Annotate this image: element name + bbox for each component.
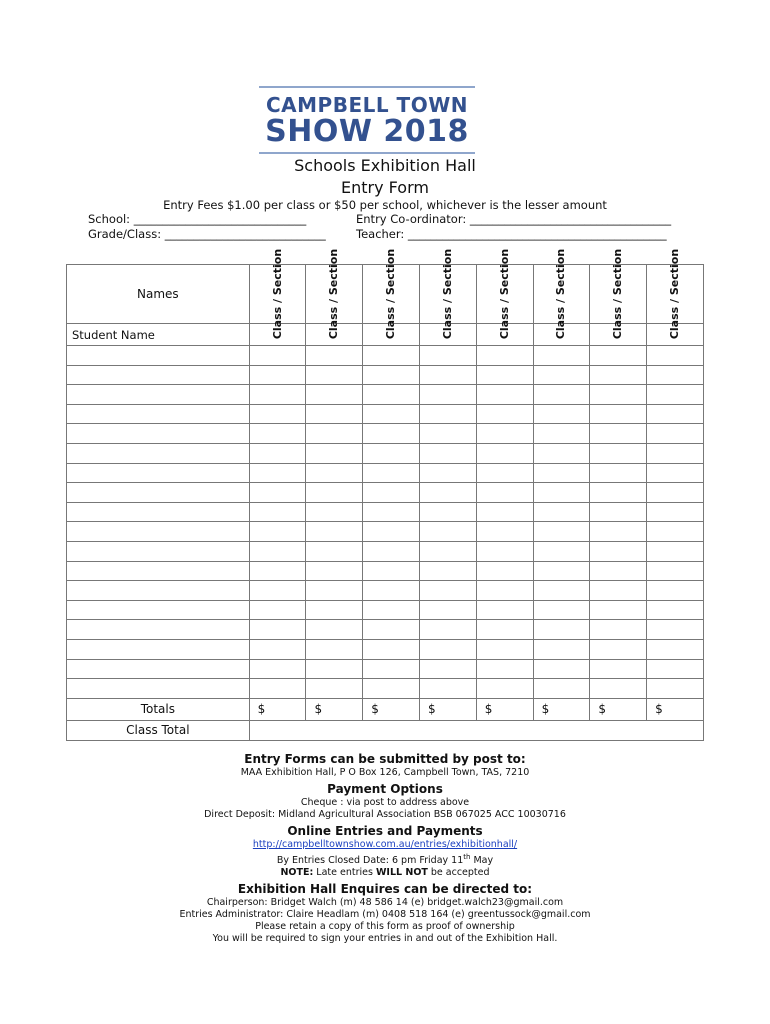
note-mid: Late entries: [313, 867, 376, 879]
entry-cell[interactable]: [363, 424, 420, 444]
entry-cell[interactable]: [306, 561, 363, 581]
entry-cell[interactable]: [363, 561, 420, 581]
entry-cell[interactable]: [306, 483, 363, 503]
entry-cell[interactable]: [647, 581, 704, 601]
entry-cell[interactable]: [306, 639, 363, 659]
entry-fees-text: Entry Fees $1.00 per class or $50 per school, whichever is the lesser amount: [163, 198, 607, 212]
entry-cell[interactable]: [420, 522, 477, 542]
totals-row: [67, 698, 704, 720]
entry-cell[interactable]: [533, 365, 590, 385]
closing-date: [0, 851, 770, 867]
entry-cell[interactable]: [590, 600, 647, 620]
post-address: MAA Exhibition Hall, P O Box 126, Campbell Town, TAS, 7210: [240, 767, 530, 778]
entry-cell[interactable]: [533, 620, 590, 640]
entry-cell[interactable]: [590, 659, 647, 679]
entry-cell[interactable]: [363, 659, 420, 679]
class-section-header: [590, 248, 647, 340]
entry-cell[interactable]: [249, 561, 306, 581]
entry-cell[interactable]: [363, 679, 420, 699]
entry-cell[interactable]: [590, 581, 647, 601]
entry-cell[interactable]: [420, 620, 477, 640]
entry-cell[interactable]: [533, 424, 590, 444]
entry-cell[interactable]: [533, 522, 590, 542]
table-row: [67, 463, 704, 483]
entry-cell[interactable]: [306, 679, 363, 699]
entry-cell[interactable]: [647, 561, 704, 581]
entry-cell[interactable]: [306, 522, 363, 542]
closing-sup: th: [463, 853, 471, 861]
entry-cell[interactable]: [363, 385, 420, 405]
entry-cell[interactable]: [306, 404, 363, 424]
table-row: [67, 346, 704, 366]
entry-cell[interactable]: [647, 600, 704, 620]
entry-cell[interactable]: [533, 600, 590, 620]
online-heading: Online Entries and Payments: [287, 824, 483, 838]
table-row: [67, 443, 704, 463]
post-heading: Entry Forms can be submitted by post to:: [244, 752, 526, 766]
table-row: [67, 600, 704, 620]
logo-bottom-rule: [259, 152, 475, 154]
enquiry-heading: Exhibition Hall Enquires can be directed to:: [237, 882, 533, 897]
entry-cell[interactable]: [420, 600, 477, 620]
entry-cell[interactable]: [306, 365, 363, 385]
entry-cell[interactable]: [249, 365, 306, 385]
total-amount-cell[interactable]: $: [590, 698, 647, 720]
student-name-cell[interactable]: [67, 346, 250, 366]
logo-line2: SHOW 2018: [265, 114, 469, 149]
teacher-field[interactable]: Teacher: _____________________________________________: [356, 227, 667, 241]
entry-cell[interactable]: [533, 463, 590, 483]
entry-cell[interactable]: [476, 522, 533, 542]
table-row: [67, 561, 704, 581]
entry-cell[interactable]: [590, 404, 647, 424]
entry-cell[interactable]: [363, 346, 420, 366]
entry-cell[interactable]: [647, 365, 704, 385]
class-total-label: Class Total: [67, 720, 250, 740]
entry-cell[interactable]: [420, 424, 477, 444]
student-name-cell[interactable]: [67, 639, 250, 659]
entry-cell[interactable]: [420, 463, 477, 483]
entry-cell[interactable]: [363, 443, 420, 463]
class-section-header: [533, 248, 590, 340]
class-section-header: [647, 248, 704, 340]
class-section-label: Class / Section: [327, 248, 341, 340]
table-row: [67, 404, 704, 424]
table-row: [67, 581, 704, 601]
student-name-cell[interactable]: [67, 463, 250, 483]
entry-cell[interactable]: [363, 522, 420, 542]
entry-cell[interactable]: [249, 463, 306, 483]
entry-cell[interactable]: [647, 463, 704, 483]
entry-cell[interactable]: [363, 483, 420, 503]
entry-cell[interactable]: [306, 443, 363, 463]
entry-cell[interactable]: [476, 483, 533, 503]
class-section-label: Class / Section: [668, 248, 682, 340]
class-total-row: [67, 720, 704, 740]
entry-cell[interactable]: [420, 365, 477, 385]
entry-cell[interactable]: [647, 620, 704, 640]
student-name-label: Student Name: [67, 324, 250, 346]
entry-cell[interactable]: [363, 600, 420, 620]
entry-cell[interactable]: [363, 541, 420, 561]
entry-cell[interactable]: [306, 385, 363, 405]
entry-cell[interactable]: [590, 346, 647, 366]
student-name-cell[interactable]: [67, 385, 250, 405]
table-row: [67, 541, 704, 561]
entry-cell[interactable]: [420, 404, 477, 424]
entry-cell[interactable]: [533, 346, 590, 366]
logo-top-rule: [259, 86, 475, 88]
student-name-cell[interactable]: [67, 365, 250, 385]
entry-cell[interactable]: [420, 385, 477, 405]
table-row: [67, 620, 704, 640]
note-bold: WILL NOT: [375, 867, 428, 879]
entry-cell[interactable]: [420, 679, 477, 699]
entry-cell[interactable]: [590, 639, 647, 659]
entry-cell[interactable]: [476, 365, 533, 385]
entry-cell[interactable]: [476, 679, 533, 699]
entry-cell[interactable]: [420, 659, 477, 679]
entry-cell[interactable]: [647, 483, 704, 503]
student-name-cell[interactable]: [67, 424, 250, 444]
student-name-cell[interactable]: [67, 581, 250, 601]
entry-cell[interactable]: [590, 385, 647, 405]
entry-cell[interactable]: [476, 385, 533, 405]
entry-cell[interactable]: [249, 522, 306, 542]
entry-cell[interactable]: [249, 679, 306, 699]
total-amount-cell[interactable]: $: [363, 698, 420, 720]
entry-cell[interactable]: [306, 463, 363, 483]
payment-heading: Payment Options: [327, 782, 443, 796]
sign-text: You will be required to sign your entries in and out of the Exhibition Hall.: [212, 933, 558, 945]
entry-cell[interactable]: [363, 581, 420, 601]
entry-cell[interactable]: [249, 346, 306, 366]
entry-cell[interactable]: [363, 502, 420, 522]
entry-cell[interactable]: [476, 346, 533, 366]
class-section-header: [306, 248, 363, 340]
entry-cell[interactable]: [476, 561, 533, 581]
entry-cell[interactable]: [647, 502, 704, 522]
class-section-header: [249, 248, 306, 340]
entry-cell[interactable]: [533, 404, 590, 424]
entry-cell[interactable]: [476, 404, 533, 424]
entry-cell[interactable]: [249, 483, 306, 503]
entry-cell[interactable]: [420, 561, 477, 581]
table-row: [67, 385, 704, 405]
closing-prefix: By Entries Closed Date: 6 pm Friday 11: [276, 855, 464, 867]
entry-cell[interactable]: [420, 483, 477, 503]
page-subtitle: Entry Form: [341, 178, 429, 197]
student-name-cell[interactable]: [67, 404, 250, 424]
entry-cell[interactable]: [306, 659, 363, 679]
entry-cell[interactable]: [363, 404, 420, 424]
logo-line1: CAMPBELL TOWN: [265, 93, 469, 117]
entry-cell[interactable]: [590, 365, 647, 385]
entry-cell[interactable]: [533, 541, 590, 561]
entry-cell[interactable]: [420, 443, 477, 463]
entry-cell[interactable]: [476, 443, 533, 463]
table-row: [67, 365, 704, 385]
entry-cell[interactable]: [533, 443, 590, 463]
names-header: Names: [67, 265, 250, 324]
class-section-label: Class / Section: [611, 248, 625, 340]
entry-cell[interactable]: [590, 424, 647, 444]
entry-cell[interactable]: [306, 600, 363, 620]
entry-cell[interactable]: [306, 620, 363, 640]
entry-cell[interactable]: [476, 600, 533, 620]
entry-cell[interactable]: [476, 659, 533, 679]
class-section-header: [363, 248, 420, 340]
student-name-cell[interactable]: [67, 522, 250, 542]
entry-cell[interactable]: [533, 581, 590, 601]
student-name-cell[interactable]: [67, 679, 250, 699]
total-amount-cell[interactable]: $: [647, 698, 704, 720]
entry-cell[interactable]: [306, 346, 363, 366]
entry-cell[interactable]: [420, 346, 477, 366]
total-amount-cell[interactable]: $: [420, 698, 477, 720]
total-amount-cell[interactable]: $: [533, 698, 590, 720]
entry-cell[interactable]: [249, 385, 306, 405]
student-name-cell[interactable]: [67, 561, 250, 581]
total-amount-cell[interactable]: $: [249, 698, 306, 720]
student-name-cell[interactable]: [67, 502, 250, 522]
show-logo: [259, 86, 475, 154]
cheque-text: Cheque : via post to address above: [300, 797, 470, 808]
table-row: [67, 483, 704, 503]
entry-cell[interactable]: [476, 424, 533, 444]
late-note: [0, 867, 770, 879]
entry-cell[interactable]: [420, 502, 477, 522]
entry-cell[interactable]: [533, 561, 590, 581]
student-name-cell[interactable]: [67, 541, 250, 561]
student-name-cell[interactable]: [67, 659, 250, 679]
note-end: be accepted: [427, 867, 490, 879]
student-name-cell[interactable]: [67, 443, 250, 463]
entry-cell[interactable]: [590, 502, 647, 522]
entry-cell[interactable]: [647, 346, 704, 366]
entry-cell[interactable]: [420, 639, 477, 659]
entry-cell[interactable]: [533, 502, 590, 522]
closing-suffix: May: [470, 855, 494, 867]
entry-cell[interactable]: [590, 463, 647, 483]
entry-cell[interactable]: [533, 483, 590, 503]
entry-cell[interactable]: [249, 502, 306, 522]
chairperson-text: Chairperson: Bridget Walch (m) 48 586 14 (e) bridget.walch23@gmail.com: [206, 897, 564, 909]
entry-cell[interactable]: [533, 679, 590, 699]
entry-cell[interactable]: [476, 541, 533, 561]
totals-label: Totals: [67, 698, 250, 720]
class-section-header: [476, 248, 533, 340]
class-section-label: Class / Section: [384, 248, 398, 340]
entry-cell[interactable]: [476, 463, 533, 483]
student-name-cell[interactable]: [67, 620, 250, 640]
entry-cell[interactable]: [647, 659, 704, 679]
class-total-value[interactable]: [249, 720, 703, 740]
class-section-label: Class / Section: [270, 248, 284, 340]
entry-cell[interactable]: [420, 581, 477, 601]
entry-cell[interactable]: [476, 620, 533, 640]
entry-cell[interactable]: [306, 541, 363, 561]
class-section-header: [420, 248, 477, 340]
table-row: [67, 424, 704, 444]
deposit-text: Direct Deposit: Midland Agricultural Association BSB 067025 ACC 10030716: [204, 809, 566, 820]
entry-cell[interactable]: [647, 522, 704, 542]
table-row: [67, 502, 704, 522]
student-name-cell[interactable]: [67, 600, 250, 620]
student-name-cell[interactable]: [67, 483, 250, 503]
entry-cell[interactable]: [476, 581, 533, 601]
retain-text: Please retain a copy of this form as proof of ownership: [255, 921, 515, 933]
entry-cell[interactable]: [647, 541, 704, 561]
entry-cell[interactable]: [590, 541, 647, 561]
entry-cell[interactable]: [249, 620, 306, 640]
entry-cell[interactable]: [590, 522, 647, 542]
entry-cell[interactable]: [249, 424, 306, 444]
entry-cell[interactable]: [420, 541, 477, 561]
entry-cell[interactable]: [647, 404, 704, 424]
table-row: [67, 659, 704, 679]
entry-cell[interactable]: [647, 424, 704, 444]
entry-cell[interactable]: [590, 620, 647, 640]
note-label: NOTE:: [280, 867, 314, 879]
table-header-row: [67, 265, 704, 324]
coordinator-field[interactable]: Entry Co-ordinator: ___________________________________: [356, 212, 672, 226]
entry-cell[interactable]: [249, 581, 306, 601]
entry-table: [66, 248, 704, 741]
entry-cell[interactable]: [647, 639, 704, 659]
grade-class-field[interactable]: Grade/Class: ____________________________: [88, 227, 326, 241]
entry-cell[interactable]: [533, 385, 590, 405]
entry-cell[interactable]: [590, 443, 647, 463]
entry-cell[interactable]: [249, 541, 306, 561]
entry-cell[interactable]: [590, 679, 647, 699]
class-section-label: Class / Section: [554, 248, 568, 340]
entry-cell[interactable]: [533, 639, 590, 659]
total-amount-cell[interactable]: $: [476, 698, 533, 720]
class-section-label: Class / Section: [440, 248, 454, 340]
entry-cell[interactable]: [363, 620, 420, 640]
entry-cell[interactable]: [306, 581, 363, 601]
table-row: [67, 639, 704, 659]
entry-cell[interactable]: [363, 639, 420, 659]
entry-cell[interactable]: [249, 600, 306, 620]
table-row: [67, 522, 704, 542]
administrator-text: Entries Administrator: Claire Headlam (m) 0408 518 164 (e) greentussock@gmail.com: [179, 909, 591, 921]
entry-cell[interactable]: [533, 659, 590, 679]
school-field[interactable]: School: ______________________________: [88, 212, 307, 226]
class-section-label: Class / Section: [497, 248, 511, 340]
entry-cell[interactable]: [590, 561, 647, 581]
entry-cell[interactable]: [249, 443, 306, 463]
entry-cell[interactable]: [476, 639, 533, 659]
entry-cell[interactable]: [306, 502, 363, 522]
entry-cell[interactable]: [249, 639, 306, 659]
entry-cell[interactable]: [647, 679, 704, 699]
total-amount-cell[interactable]: $: [306, 698, 363, 720]
entry-cell[interactable]: [647, 443, 704, 463]
entry-cell[interactable]: [363, 365, 420, 385]
table-row: [67, 679, 704, 699]
online-entries-link[interactable]: http://campbelltownshow.com.au/entries/exhibitionhall/: [252, 839, 518, 850]
entry-cell[interactable]: [363, 463, 420, 483]
page-title: Schools Exhibition Hall: [294, 156, 476, 175]
footer-info: [0, 752, 770, 945]
entry-cell[interactable]: [249, 659, 306, 679]
entry-cell[interactable]: [590, 483, 647, 503]
online-link-line: [0, 839, 770, 851]
entry-cell[interactable]: [647, 385, 704, 405]
entry-cell[interactable]: [306, 424, 363, 444]
entry-cell[interactable]: [249, 404, 306, 424]
entry-cell[interactable]: [476, 502, 533, 522]
